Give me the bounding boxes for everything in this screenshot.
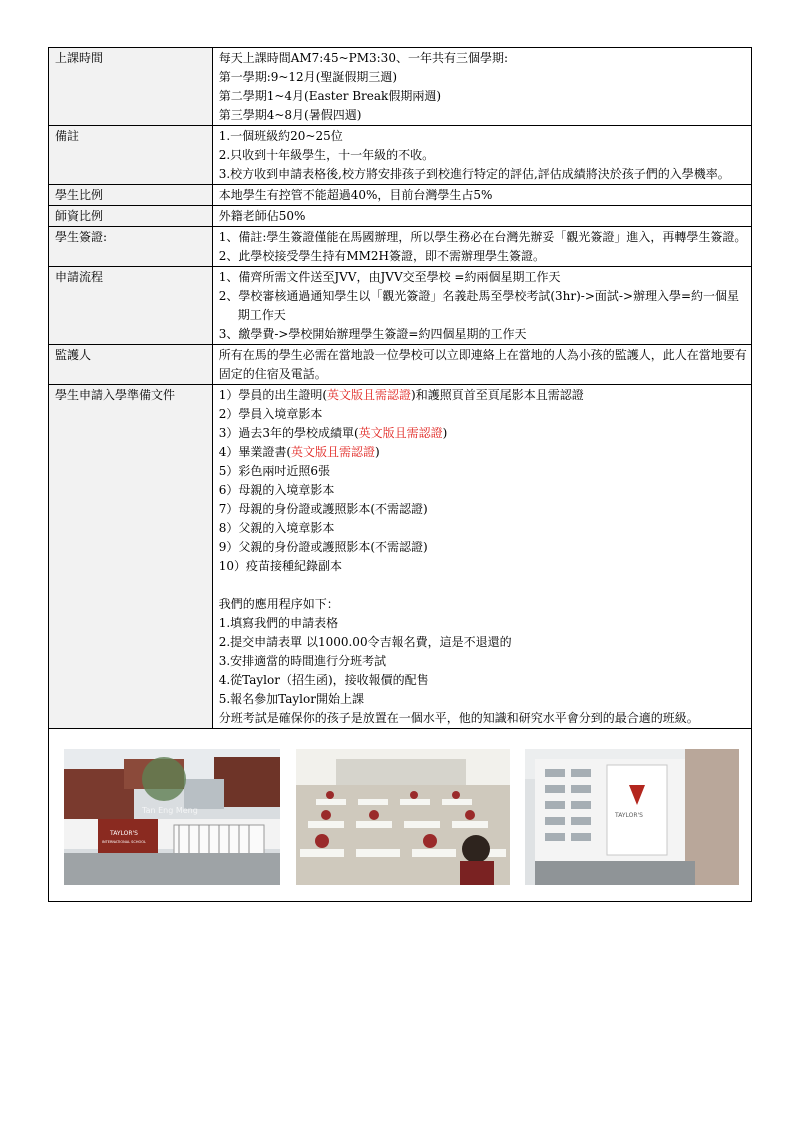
value-line: 2、學校審核通過通知學生以「觀光簽證」名義赴馬至學校考試(3hr)->面試->辦理入學=約一個星期工作天: [218, 289, 740, 322]
row-label: 申請流程: [49, 267, 213, 345]
steps-title: 我們的應用程序如下：: [218, 597, 339, 611]
row-value: [212, 126, 751, 185]
row-value: [212, 385, 751, 729]
photo-strip: [48, 729, 752, 902]
value-line: 3、繳學費->學校開始辦理學生簽證=約四個星期的工作天: [218, 327, 527, 341]
sign-sub: INTERNATIONAL SCHOOL: [102, 840, 146, 844]
row-label: 學生申請入學準備文件: [49, 385, 213, 729]
table-row: [49, 345, 752, 385]
value-line: 1.一個班級約20~25位: [218, 129, 343, 143]
step-item: 5.報名參加Taylor開始上課: [218, 692, 364, 706]
watermark-text: Tan Eng Meng: [142, 806, 198, 815]
school-building-photo: [525, 749, 739, 885]
spacer: [219, 576, 747, 595]
step-item: 4.從Taylor（招生函)，接收報價的配售: [218, 673, 429, 687]
value-line: 每天上課時間AM7:45~PM3:30、一年共有三個學期:: [218, 51, 508, 65]
doc-item: 1）學員的出生證明(英文版且需認證)和護照頁首至頁尾影本且需認證: [218, 388, 584, 402]
exam-hall-photo: [296, 749, 510, 885]
doc-item: 9）父親的身份證或護照影本(不需認證): [218, 540, 428, 554]
placement-note: 分班考試是確保你的孩子是放置在一個水平，他的知識和研究水平會分到的最合適的班級。: [218, 711, 699, 725]
row-label: 備註: [49, 126, 213, 185]
row-label: 監護人: [49, 345, 213, 385]
row-label: 師資比例: [49, 206, 213, 227]
value-line: 2、此學校接受學生持有MM2H簽證，即不需辦理學生簽證。: [218, 249, 545, 263]
row-value: [212, 227, 751, 267]
table-row: [49, 206, 752, 227]
table-row: [49, 267, 752, 345]
value-line: 第三學期4~8月(暑假四週): [218, 108, 362, 122]
step-item: 3.安排適當的時間進行分班考試: [218, 654, 387, 668]
row-label: 上課時間: [49, 48, 213, 126]
step-item: 2.提交申請表單 以1000.00令吉報名費，這是不退還的: [218, 635, 512, 649]
value-line: 2.只收到十年級學生，十一年級的不收。: [218, 148, 435, 162]
value-line: 1、備註:學生簽證僅能在馬國辦理，所以學生務必在台灣先辦妥「觀光簽證」進入，再轉學生簽證。: [218, 230, 747, 244]
value-line: 第一學期:9~12月(聖誕假期三週): [218, 70, 398, 84]
step-item: 1.填寫我們的申請表格: [218, 616, 339, 630]
row-value: [212, 345, 751, 385]
value-line: 1、備齊所需文件送至JVV，由JVV交至學校 =約兩個星期工作天: [218, 270, 561, 284]
school-info-sheet: [48, 47, 752, 902]
value-line: 所有在馬的學生必需在當地設一位學校可以立即連絡上在當地的人為小孩的監護人，此人在當地要有固定的住宿及電話。: [218, 348, 747, 381]
table-row: [49, 385, 752, 729]
school-entrance-photo: [64, 749, 280, 885]
row-value: [212, 185, 751, 206]
doc-item: 5）彩色兩吋近照6張: [218, 464, 330, 478]
sign-text: TAYLOR'S: [110, 830, 138, 837]
row-value: [212, 48, 751, 126]
table-row: [49, 48, 752, 126]
value-line: 外籍老師佔50%: [218, 209, 306, 223]
table-row: [49, 185, 752, 206]
row-value: [212, 267, 751, 345]
row-value: [212, 206, 751, 227]
value-line: 本地學生有控管不能超過40%，目前台灣學生占5%: [218, 188, 493, 202]
row-label: 學生比例: [49, 185, 213, 206]
doc-item: 7）母親的身份證或護照影本(不需認證): [218, 502, 428, 516]
table-row: [49, 126, 752, 185]
doc-item: 8）父親的入境章影本: [218, 521, 335, 535]
table-row: [49, 227, 752, 267]
row-label: 學生簽證:: [49, 227, 213, 267]
doc-item: 3）過去3年的學校成績單(英文版且需認證): [218, 426, 448, 440]
value-line: 3.校方收到申請表格後,校方將安排孩子到校進行特定的評估,評估成績將決於孩子們的入學機率。: [218, 167, 730, 181]
value-line: 第二學期1~4月(Easter Break假期兩週): [218, 89, 442, 103]
doc-item: 6）母親的入境章影本: [218, 483, 335, 497]
building-sign-text: TAYLOR'S: [615, 812, 643, 819]
doc-item: 2）學員入境章影本: [218, 407, 323, 421]
school-info-table: [48, 47, 752, 729]
doc-item: 10）疫苗接種紀錄副本: [218, 559, 342, 573]
doc-item: 4）畢業證書(英文版且需認證): [218, 445, 380, 459]
